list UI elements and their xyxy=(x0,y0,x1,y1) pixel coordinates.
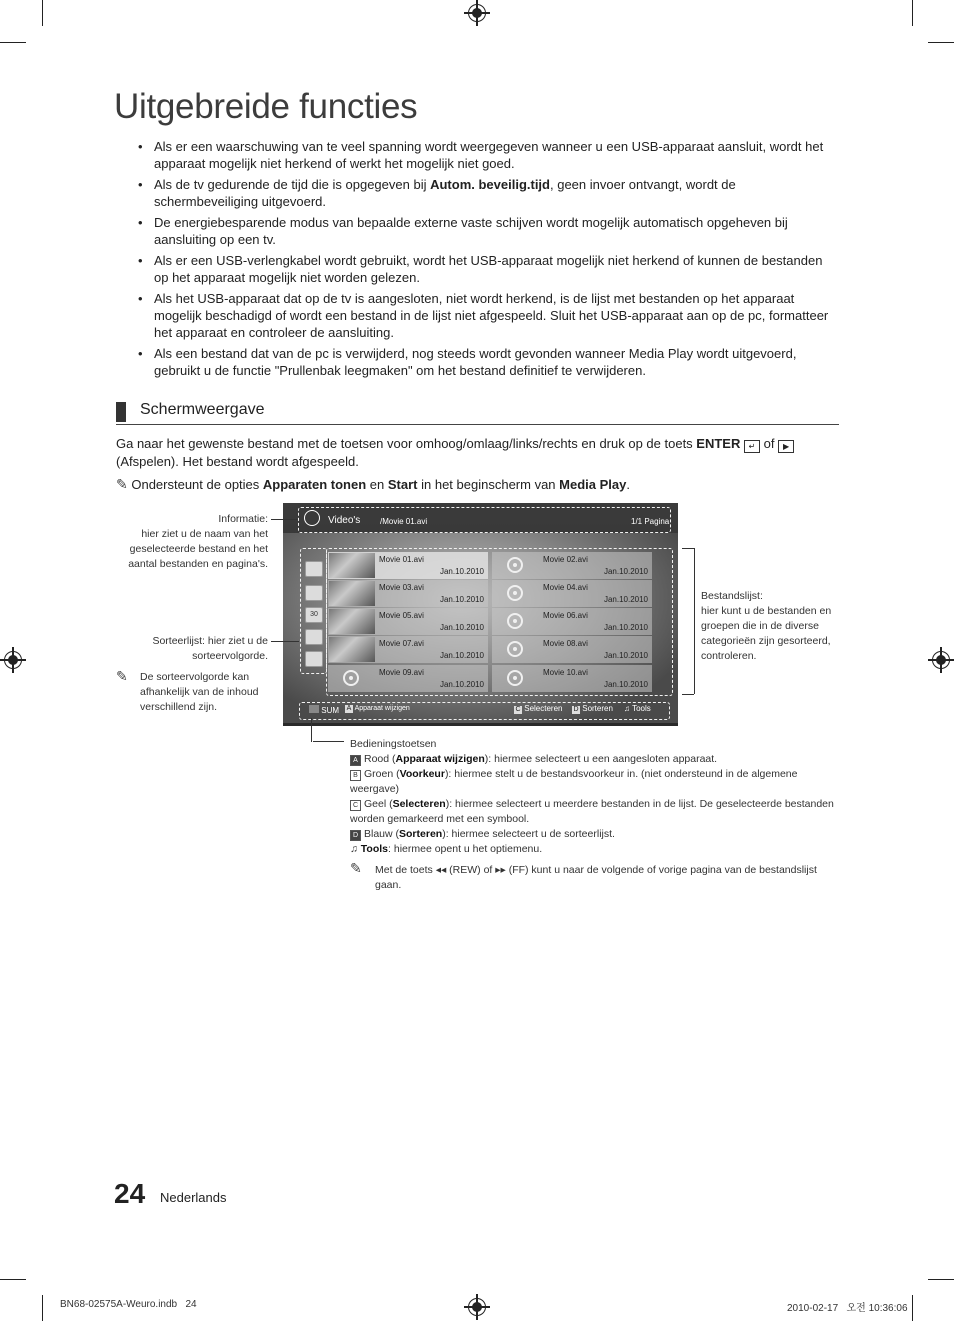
crop-mark xyxy=(912,0,913,26)
play-key-icon: ▶ xyxy=(778,440,794,453)
crop-mark xyxy=(0,42,26,43)
film-reel-icon xyxy=(493,637,539,662)
file-tile[interactable] xyxy=(328,608,488,635)
controls-callout-line xyxy=(313,741,344,742)
yellow-c-key-icon: C xyxy=(515,706,521,713)
registration-mark-icon xyxy=(932,651,950,669)
list-callout-title: Bestandslijst: xyxy=(701,590,763,602)
control-bar-sort[interactable]: D Sorteren xyxy=(573,704,613,713)
red-a-key-icon: A xyxy=(346,705,352,712)
info-callout-body: hier ziet u de naam van het geselecteerde bestand en het aantal bestanden en pagina's. xyxy=(128,528,268,570)
video-category-icon xyxy=(304,510,320,526)
page-title: Uitgebreide functies xyxy=(114,87,418,126)
file-date: Jan.10.2010 xyxy=(603,567,648,576)
file-tile[interactable] xyxy=(328,665,488,692)
note-pencil-icon: ✎ xyxy=(350,860,362,876)
page-language: Nederlands xyxy=(160,1190,227,1205)
bullet-item: • Als het USB-apparaat dat op de tv is aangesloten, niet wordt herkend, is de lijst met bestanden op het apparaat mogelijk beschadigd of wordt een bestand in de lijst niet afgespeeld. Sluit het USB-apparaat aan op de pc, formatteer het apparaat en controleer de aansluiting. xyxy=(138,290,838,341)
bullet-item: • Als de tv gedurende de tijd die is opgegeven bij Autom. beveilig.tijd, geen invoer ontvangt, wordt de schermbeveiliging uitgevoerd. xyxy=(138,176,838,210)
film-reel-icon xyxy=(493,609,539,634)
file-name: Movie 08.avi xyxy=(543,639,588,648)
film-reel-icon xyxy=(493,666,539,691)
sort-date-icon[interactable]: 30 xyxy=(305,607,323,623)
film-reel-icon xyxy=(507,585,523,601)
page-number: 24 xyxy=(114,1178,146,1209)
note-paragraph: ✎ Ondersteunt de opties Apparaten tonen en Start in het beginscherm van Media Play. xyxy=(116,476,630,492)
legend-title: Bedieningstoetsen xyxy=(350,738,437,750)
blue-d-key-icon: D xyxy=(573,706,579,713)
section-heading xyxy=(116,400,839,425)
section-title: Schermweergave xyxy=(140,401,265,418)
bullet-list xyxy=(138,138,838,383)
file-name: Movie 01.avi xyxy=(379,555,424,564)
c-key-icon: C xyxy=(350,800,361,811)
list-callout xyxy=(701,589,841,664)
file-date: Jan.10.2010 xyxy=(603,680,648,689)
tools-icon: ♫ xyxy=(350,843,361,855)
bullet-item: • Als er een waarschuwing van te veel spanning wordt weergegeven wanneer u een USB-apparaat aansluit, wordt het apparaat mogelijk niet herkend of werkt het mogelijk niet goed. xyxy=(138,138,838,172)
sort-preference-icon[interactable] xyxy=(305,651,323,667)
sum-icon xyxy=(309,705,319,713)
file-tile[interactable] xyxy=(328,580,488,607)
footer-timestamp: 2010-02-17 오전 10:36:06 xyxy=(787,1303,908,1314)
legend-row: C Geel (Selecteren): hiermee selecteert u meerdere bestanden in de lijst. De geselecteerde bestanden worden gemarkeerd met een symbool. xyxy=(350,798,834,825)
video-thumbnail xyxy=(329,637,375,662)
file-date: Jan.10.2010 xyxy=(603,651,648,660)
registration-mark-icon xyxy=(4,651,22,669)
legend-row: ♫ Tools: hiermee opent u het optiemenu. xyxy=(350,843,543,855)
screen-file-path: /Movie 01.avi xyxy=(380,517,428,526)
file-date: Jan.10.2010 xyxy=(439,595,484,604)
list-bracket xyxy=(694,548,695,694)
controls-callout-line xyxy=(311,718,312,742)
control-bar-tools[interactable]: ♫ Tools xyxy=(624,704,651,713)
control-keys-legend xyxy=(350,737,840,893)
film-reel-icon xyxy=(507,670,523,686)
legend-row: B Groen (Voorkeur): hiermee stelt u de bestandsvoorkeur in. (niet ondersteund in de algemene weergave) xyxy=(350,768,798,795)
file-tile[interactable] xyxy=(328,636,488,663)
control-bar-sum: SUM xyxy=(309,705,339,715)
file-name: Movie 04.avi xyxy=(543,583,588,592)
sort-folder-icon[interactable] xyxy=(305,561,323,577)
file-tile[interactable] xyxy=(492,665,652,692)
film-reel-icon xyxy=(507,641,523,657)
film-reel-icon xyxy=(329,666,375,691)
file-name: Movie 09.avi xyxy=(379,668,424,677)
file-name: Movie 10.avi xyxy=(543,668,588,677)
info-callout xyxy=(118,512,268,572)
list-callout-body: hier kunt u de bestanden en groepen die in de diverse categorieën zijn gesorteerd, controleren. xyxy=(701,605,832,662)
crop-mark xyxy=(928,1279,954,1280)
control-bar-select[interactable]: C Selecteren xyxy=(515,704,563,713)
file-name: Movie 02.avi xyxy=(543,555,588,564)
video-thumbnail xyxy=(329,609,375,634)
a-key-icon: A xyxy=(350,755,361,766)
film-reel-icon xyxy=(493,581,539,606)
tools-icon: ♫ xyxy=(624,704,630,713)
film-reel-icon xyxy=(493,553,539,578)
legend-row: A Rood (Apparaat wijzigen): hiermee selecteert u een aangesloten apparaat. xyxy=(350,752,840,767)
file-date: Jan.10.2010 xyxy=(603,623,648,632)
file-tile[interactable] xyxy=(328,552,488,579)
sort-note-text: De sorteervolgorde kan afhankelijk van de inhoud verschillend zijn. xyxy=(140,671,259,713)
enter-key-icon: ↵ xyxy=(744,440,760,453)
legend-note-text: Met de toets ◂◂ (REW) of ▸▸ (FF) kunt u naar de volgende of vorige pagina van de bestandslijst gaan. xyxy=(375,864,817,891)
section-marker xyxy=(116,402,126,422)
film-reel-icon xyxy=(507,613,523,629)
sort-note xyxy=(116,670,266,715)
footer-file-info: BN68-02575A-Weuro.indb 24 xyxy=(60,1299,197,1310)
b-key-icon: B xyxy=(350,770,361,781)
registration-mark-icon xyxy=(468,4,486,22)
control-bar-device[interactable]: A Apparaat wijzigen xyxy=(346,705,410,712)
file-tile[interactable] xyxy=(492,552,652,579)
d-key-icon: D xyxy=(350,830,361,841)
legend-note xyxy=(350,860,840,893)
file-date: Jan.10.2010 xyxy=(439,651,484,660)
crop-mark xyxy=(42,0,43,26)
sort-callout-line xyxy=(271,641,299,642)
bullet-item: • De energiebesparende modus van bepaalde externe vaste schijven wordt mogelijk automatisch opgeheven bij aansluiting op een tv. xyxy=(138,214,838,248)
crop-mark xyxy=(912,1295,913,1321)
file-name: Movie 06.avi xyxy=(543,611,588,620)
legend-row: D Blauw (Sorteren): hiermee selecteert u de sorteerlijst. xyxy=(350,827,840,842)
list-bracket-top xyxy=(682,548,694,549)
file-date: Jan.10.2010 xyxy=(603,595,648,604)
crop-mark xyxy=(0,1279,26,1280)
note-pencil-icon: ✎ xyxy=(116,476,128,492)
crop-mark xyxy=(42,1295,43,1321)
video-thumbnail xyxy=(329,581,375,606)
bullet-item: • Als een bestand dat van de pc is verwijderd, nog steeds wordt gevonden wanneer Media Play wordt uitgevoerd, gebruikt u de functie "Prullenbak leegmaken" om het bestand definitief te verwijderen. xyxy=(138,345,838,379)
sort-title-icon[interactable] xyxy=(305,585,323,601)
file-date: Jan.10.2010 xyxy=(439,567,484,576)
bullet-item: • Als er een USB-verlengkabel wordt gebruikt, wordt het USB-apparaat mogelijk niet herkend of kunnen de bestanden op het apparaat mogelijk niet worden gelezen. xyxy=(138,252,838,286)
file-tile[interactable] xyxy=(492,636,652,663)
file-tile[interactable] xyxy=(492,608,652,635)
file-name: Movie 05.avi xyxy=(379,611,424,620)
note-pencil-icon: ✎ xyxy=(116,668,128,684)
file-date: Jan.10.2010 xyxy=(439,623,484,632)
sort-folder-view-icon[interactable] xyxy=(305,629,323,645)
registration-mark-icon xyxy=(468,1298,486,1316)
instruction-paragraph: Ga naar het gewenste bestand met de toetsen voor omhoog/omlaag/links/rechts en druk op de toets ENTER ↵ of ▶ (Afspelen). Het bestand wordt afgespeeld. xyxy=(116,435,836,470)
file-name: Movie 07.avi xyxy=(379,639,424,648)
crop-mark xyxy=(928,42,954,43)
info-callout-line xyxy=(271,519,298,520)
file-name: Movie 03.avi xyxy=(379,583,424,592)
video-thumbnail xyxy=(329,553,375,578)
list-bracket-bottom xyxy=(682,694,694,695)
film-reel-icon xyxy=(507,557,523,573)
file-date: Jan.10.2010 xyxy=(439,680,484,689)
sort-callout: Sorteerlijst: hier ziet u de sorteervolgorde. xyxy=(152,635,268,662)
info-callout-title: Informatie: xyxy=(218,513,268,525)
film-reel-icon xyxy=(343,670,359,686)
file-tile[interactable] xyxy=(492,580,652,607)
screen-page-count: 1/1 Pagina xyxy=(631,517,670,526)
screen-category-title: Video's xyxy=(328,515,361,526)
